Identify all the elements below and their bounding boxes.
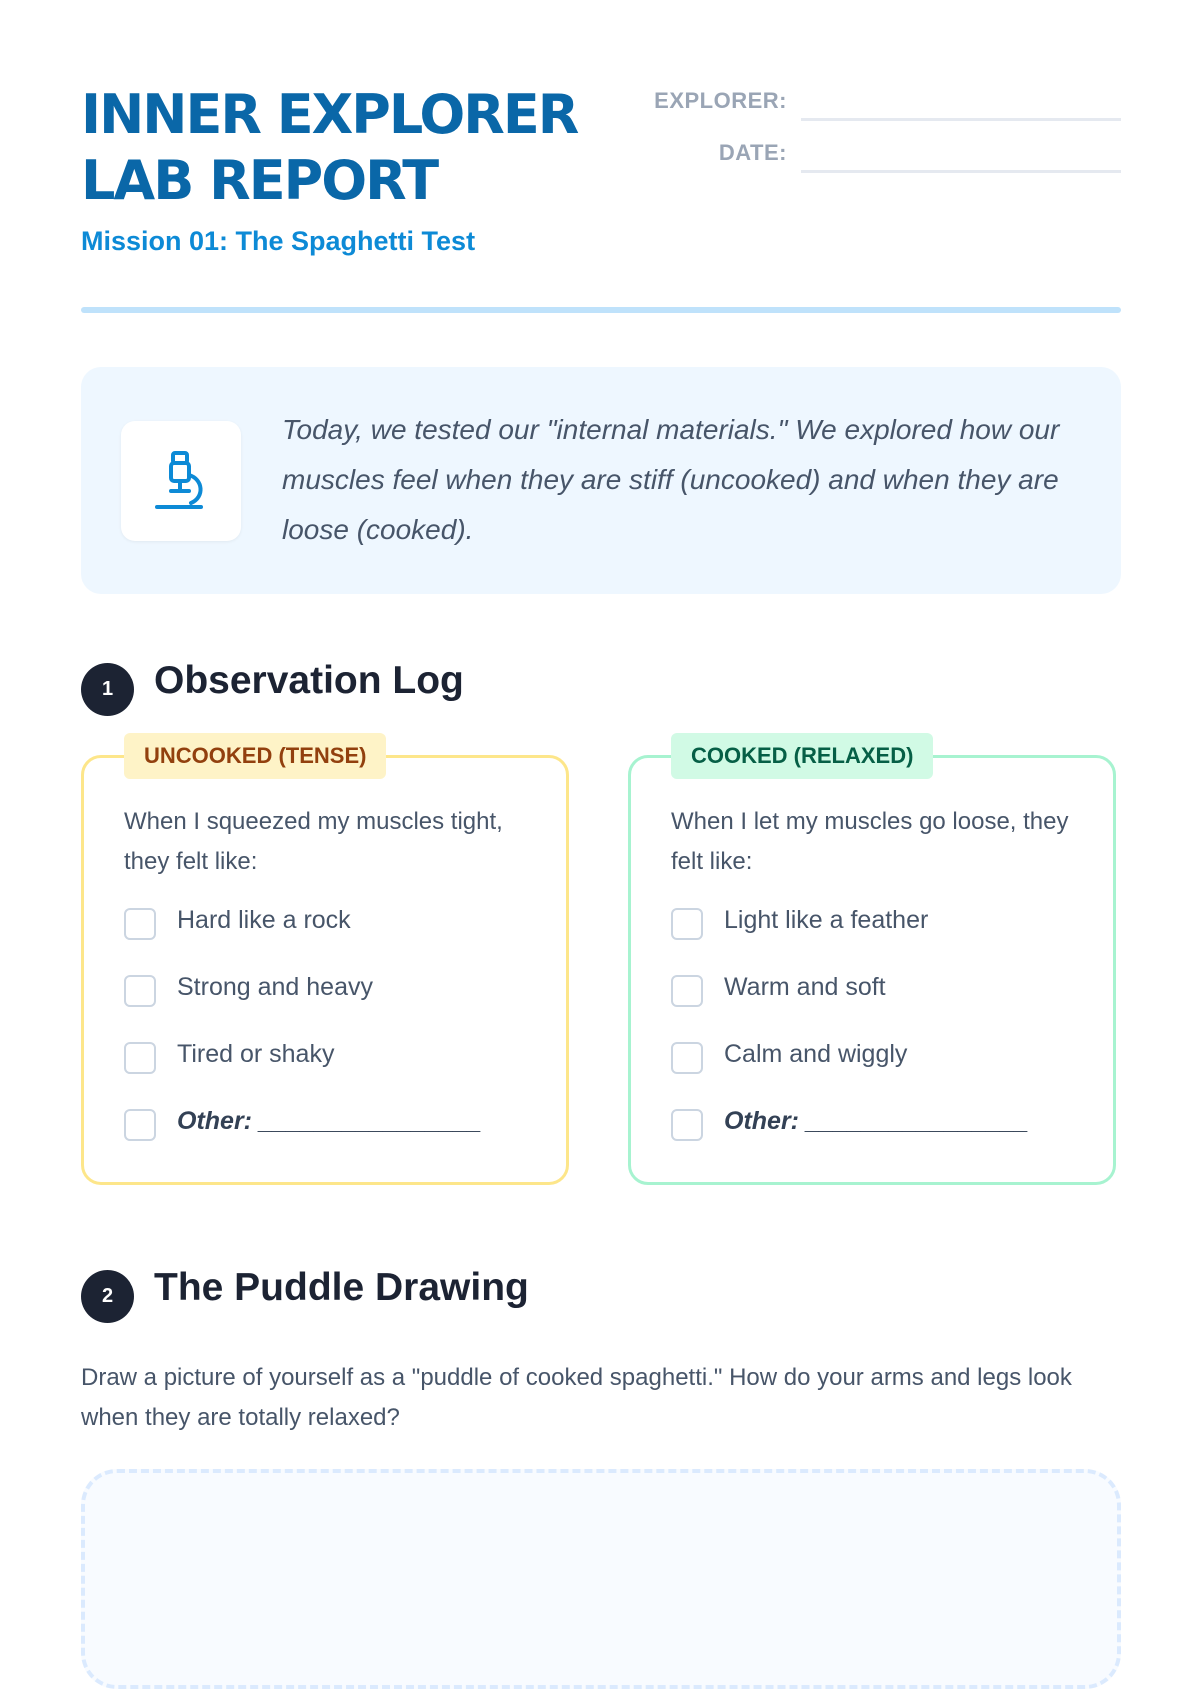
- cooked-tag: COOKED (RELAXED): [671, 733, 933, 779]
- title-line-1: INNER EXPLORER: [81, 83, 578, 146]
- report-header: [81, 82, 1121, 312]
- section-number-badge: 1: [81, 663, 134, 716]
- drawing-area[interactable]: [81, 1469, 1121, 1689]
- option-item[interactable]: [124, 973, 544, 1040]
- checkbox[interactable]: [124, 908, 156, 940]
- explorer-row: [654, 84, 1121, 136]
- checkbox[interactable]: [124, 975, 156, 1007]
- option-label: Calm and wiggly: [724, 1040, 908, 1068]
- option-label-other: Other: ________________: [724, 1107, 1029, 1135]
- option-item[interactable]: [124, 1040, 544, 1107]
- option-label: Tired or shaky: [177, 1040, 335, 1068]
- explorer-field[interactable]: [801, 118, 1121, 121]
- uncooked-tag: UNCOOKED (TENSE): [124, 733, 386, 779]
- option-label: Strong and heavy: [177, 973, 373, 1001]
- option-item-other[interactable]: [124, 1107, 544, 1174]
- page-title: [81, 82, 577, 214]
- date-field[interactable]: [801, 170, 1121, 173]
- mission-subtitle: Mission 01: The Spaghetti Test: [81, 226, 476, 256]
- checkbox[interactable]: [124, 1109, 156, 1141]
- puddle-instructions: Draw a picture of yourself as a "puddle of cooked spaghetti." How do your arms and legs look when they are totally relaxed?: [81, 1364, 1072, 1431]
- checkbox[interactable]: [671, 908, 703, 940]
- uncooked-options: [124, 906, 544, 1174]
- puddle-title: The Puddle Drawing: [154, 1266, 529, 1309]
- option-item[interactable]: [671, 906, 1091, 973]
- cooked-prompt: When I let my muscles go loose, they felt like:: [671, 808, 1069, 875]
- checkbox[interactable]: [671, 1042, 703, 1074]
- option-item-other[interactable]: [671, 1107, 1091, 1174]
- checkbox[interactable]: [671, 1109, 703, 1141]
- explorer-label: EXPLORER:: [654, 88, 787, 113]
- option-label-other: Other: ________________: [177, 1107, 482, 1135]
- option-item[interactable]: [671, 1040, 1091, 1107]
- uncooked-prompt: When I squeezed my muscles tight, they felt like:: [124, 808, 503, 875]
- header-divider: [81, 307, 1121, 313]
- checkbox[interactable]: [124, 1042, 156, 1074]
- option-item[interactable]: [124, 906, 544, 973]
- section-number-badge: 2: [81, 1270, 134, 1323]
- uncooked-card: [81, 743, 569, 1185]
- observation-title: Observation Log: [154, 659, 464, 702]
- date-row: [661, 136, 1121, 188]
- option-label: Hard like a rock: [177, 906, 351, 934]
- microscope-icon: [151, 449, 211, 513]
- date-label: DATE:: [718, 140, 787, 165]
- title-line-2: LAB REPORT: [81, 149, 438, 212]
- cooked-card: [628, 743, 1116, 1185]
- option-label: Warm and soft: [724, 973, 886, 1001]
- checkbox[interactable]: [671, 975, 703, 1007]
- intro-callout: [81, 367, 1121, 594]
- meta-fields: [654, 84, 1121, 188]
- option-label: Light like a feather: [724, 906, 929, 934]
- intro-icon-box: [121, 421, 241, 541]
- option-item[interactable]: [671, 973, 1091, 1040]
- cooked-options: [671, 906, 1091, 1174]
- intro-text: Today, we tested our "internal materials." We explored how our muscles feel when they are stiff (uncooked) and when they are loose (cooked).: [282, 414, 1060, 545]
